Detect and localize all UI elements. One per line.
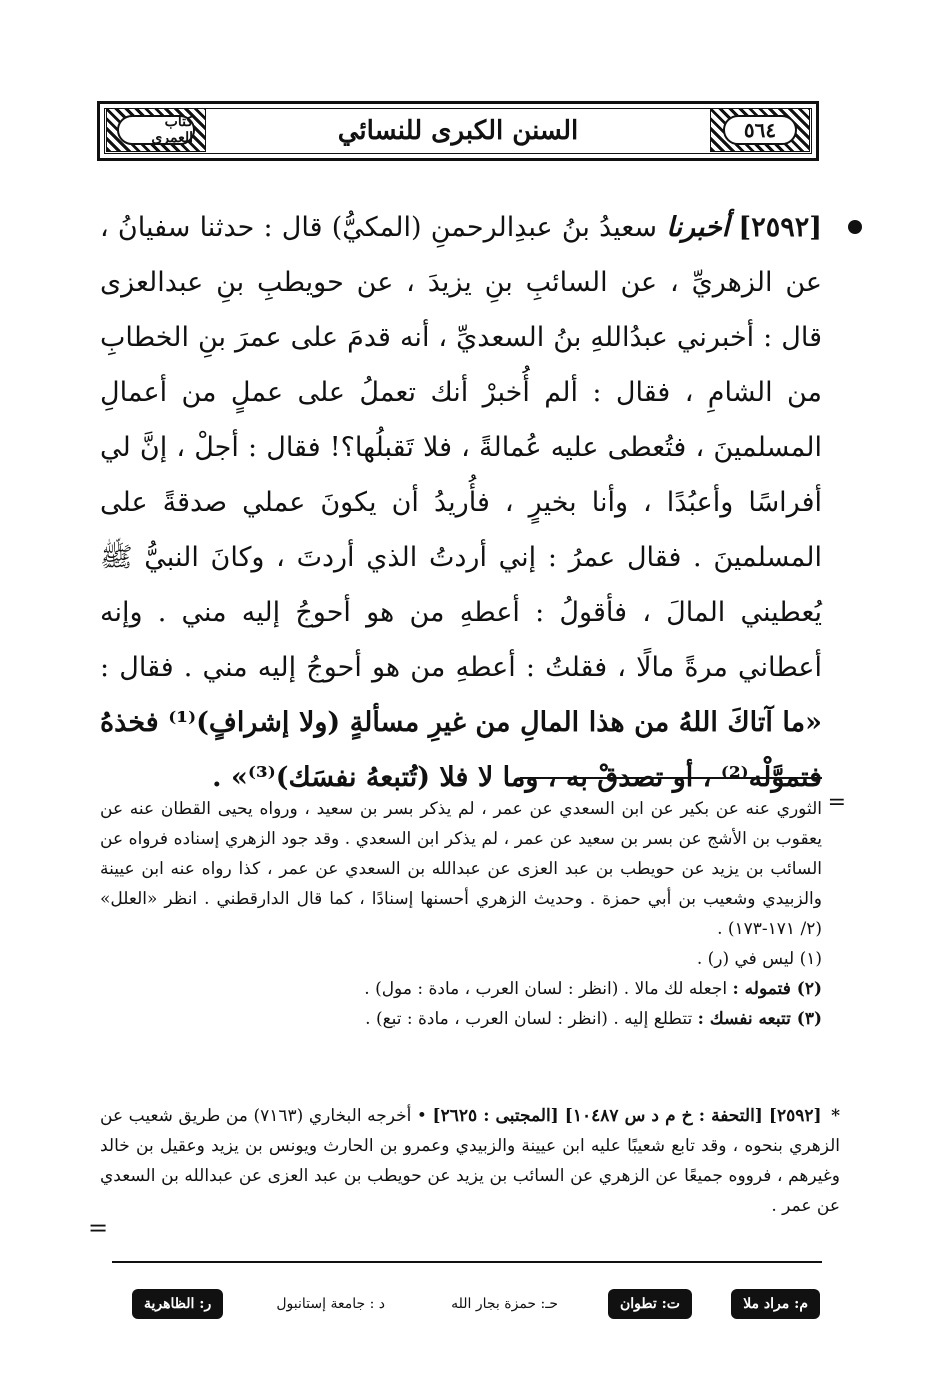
hadith-body: سعيدُ بنُ عبدِالرحمنِ (المكيُّ) قال : حدثنا سفيانُ ، عن الزهريِّ ، عن السائبِ بنِ يزيدَ ، عن حويطبِ بنِ عبدالعزى قال : أخبرني عبدُاللهِ بنُ السعديِّ ، أنه قدمَ على عمرَ بنِ الخطابِ من الشامِ ، فقال : ألم أُخبرْ أنك تعملُ على عملٍ من أعمالِ المسلمينَ ، فتُعطى عليه عُمالةً ، فلا تَقبلُها؟! فقال : أجلْ ، إنَّ لي أفراسًا وأعبُدًا ، وأنا بخيرٍ ، فأُريدُ أن يكونَ عملي صدقةً على المسلمينَ . فقال عمرُ : إني أردتُ الذي أردتَ ، وكانَ النبيُّ ﷺ يُعطيني المالَ ، فأقولُ : أعطهِ من هو أحوجُ إليه مني . وإنه أعطاني مرةً مالًا ، فقلتُ : أعطهِ من هو أحوجُ إليه مني . فقال : [100, 212, 822, 683]
siglum-t: ت: تطوان [608, 1289, 692, 1319]
siglum-d: د : جامعة إستانبول [276, 1296, 385, 1312]
book-title: السنن الكبرى للنسائي [337, 116, 579, 146]
takhrij-reference: [٢٥٩٢] [التحفة : خ م د س ١٠٤٨٧] [المجتبى : ٢٦٢٥] [432, 1106, 822, 1126]
footnote-2-text: اجعله لك مالا . (انظر : لسان العرب ، مادة : مول) . [364, 979, 728, 999]
continued-footnote: الثوري عنه عن بكير عن ابن السعدي عن عمر ، لم يذكر بسر بن سعيد ، ورواه يحيى القطان عنه عن يعقوب بن الأشج عن بسر بن سعيد عن عمر ، لم يذكر ابن السعدي . وقد جود الزهري إسناده فرواه عن السائب بن يزيد عن حويطب بن عبد العزى عن عبدالله بن السعدي عن عمر ، كذا رواه عنه ابن عيينة والزبيدي وشعيب بن أبي حمزة . وحديث الزهري أحسنها إسنادًا ، كما قال الدارقطني . انظر «العلل» (٢/ ١٧١-١٧٣) . [100, 799, 822, 939]
footnote-3 [100, 1004, 822, 1034]
footnotes [100, 790, 846, 1034]
header-ornament-left [106, 108, 206, 152]
hadith-number: [٢٥٩٢] [738, 212, 822, 243]
akhbarana-word: أخبرنا [666, 212, 730, 243]
header-ornament-right [710, 108, 810, 152]
footer-separator [112, 1261, 822, 1263]
takhrij-text: • أخرجه البخاري (٧١٦٣) من طريق شعيب عن الزهري بنحوه ، وقد تابع شعيبًا عليه ابن عيينة والزبيدي وعمرو بن الحارث ويونس بن يزيد وعقيل بن خالد وغيرهم ، فرووه جميعًا عن الزهري عن السائب بن يزيد عن حويطب بن عبد العزى عن عبدالله بن السعدي عن عمر . [100, 1106, 840, 1216]
end-continuation-mark: = [88, 1214, 109, 1242]
footnote-separator [520, 777, 822, 779]
hadith-text [100, 200, 822, 805]
book-seal: كتاب العمرى [117, 115, 195, 145]
star-icon: * [831, 1106, 841, 1126]
manuscript-sigla-footer [120, 1289, 820, 1323]
siglum-r: ر: الظاهرية [132, 1289, 223, 1319]
page-header [97, 101, 819, 161]
continuation-mark: = [827, 790, 846, 815]
siglum-m: م: مراد ملا [731, 1289, 820, 1319]
footnote-2-label: (٢) فتموله : [732, 979, 822, 999]
siglum-h: حـ: حمزة بجار الله [451, 1296, 558, 1312]
footnote-2 [100, 974, 822, 1004]
footnote-3-text: تتطلع إليه . (انظر : لسان العرب ، مادة : تبع) . [365, 1009, 693, 1029]
page-number: ٥٦٤ [723, 115, 797, 145]
prophetic-quote: «ما آتاكَ اللهُ من هذا المالِ من غيرِ مسألةٍ (ولا إشرافٍ)⁽¹⁾ فخذهُ فتموَّلْه⁽²⁾ ، أو تصدقْ به ، وما لا فلا (تُتبعهُ نفسَك)⁽³⁾» . [100, 707, 822, 793]
hadith-bullet-icon [848, 220, 862, 234]
footnote-1: (١) ليس في (ر) . [696, 949, 822, 969]
takhrij-note [100, 1101, 840, 1221]
footnote-3-label: (٣) تتبعه نفسك : [697, 1009, 822, 1029]
